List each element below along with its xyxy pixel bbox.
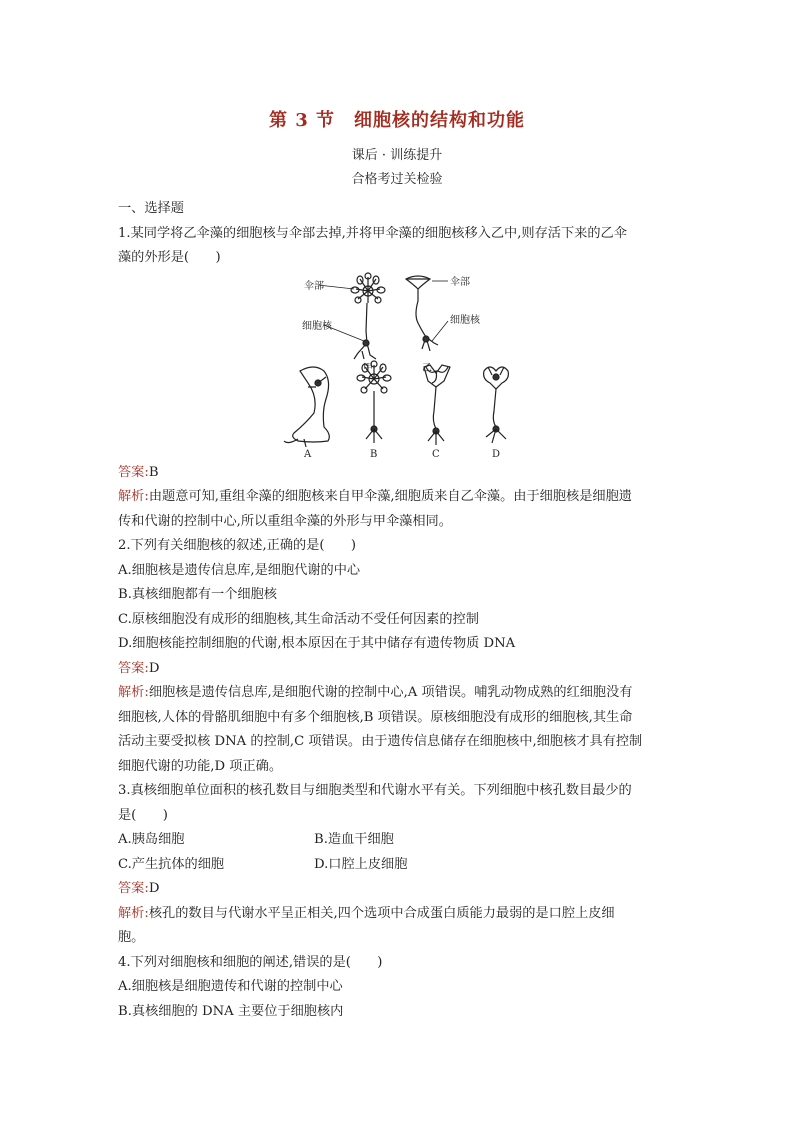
q3-options-row2: [118, 853, 678, 878]
q2-analysis-line4: 细胞代谢的功能,D 项正确。: [118, 758, 283, 774]
option-d-plant-icon: [484, 367, 509, 443]
q3-answer-value: D: [148, 881, 160, 896]
q3-answer: [118, 877, 678, 902]
q3-answer-label: 答案:: [118, 881, 149, 896]
q3-option-a: A.胰岛细胞: [118, 832, 185, 847]
q3-analysis-line1: [118, 902, 678, 927]
plant-b-nucleus-icon: [423, 336, 429, 342]
q2-answer: [118, 657, 678, 682]
q2-analysis-line2: 细胞核,人体的骨骼肌细胞中有多个细胞核,B 项错误。原核细胞没有成形的细胞核,其生命: [118, 709, 633, 725]
label-nucleus-a: 细胞核: [302, 320, 332, 332]
q2-stem: 2.下列有关细胞核的叙述,正确的是( ): [118, 538, 357, 553]
q1-answer: [118, 461, 678, 486]
q1-analysis-text1: 由题意可知,重组伞藻的细胞核来自甲伞藻,细胞质来自乙伞藻。由于细胞核是细胞遗: [148, 489, 632, 504]
q1-analysis-label: 解析:: [118, 489, 149, 504]
q1-stem-line2: 藻的外形是( ): [118, 250, 221, 265]
q2-analysis-line1: [118, 681, 678, 706]
label-plant-b: 乙: [422, 362, 432, 374]
q4-stem: 4.下列对细胞核和细胞的阐述,错误的是( ): [118, 954, 383, 970]
label-plant-a: 甲: [363, 362, 373, 374]
q4-option-b: B.真核细胞的 DNA 主要位于细胞核内: [118, 1003, 344, 1019]
plant-a-stalk: [366, 303, 367, 343]
q3-stem-line2: 是( ): [118, 807, 168, 823]
q4-option-a: A.细胞核是细胞遗传和代谢的控制中心: [118, 979, 343, 994]
q1-answer-value: B: [148, 464, 159, 480]
q3-analysis-label: 解析:: [118, 905, 149, 921]
q3-option-d: D.口腔上皮细胞: [314, 856, 408, 872]
option-b-label: B: [370, 448, 378, 459]
plant-b-umbrella-icon: [406, 276, 430, 289]
q2-option-b: B.真核细胞都有一个细胞核: [118, 587, 277, 602]
q2-answer-value: D: [148, 660, 160, 676]
q2-analysis-label: 解析:: [118, 685, 149, 700]
subtitle-after-class: 课后 · 训练提升: [351, 148, 443, 163]
option-d-label: D: [492, 448, 501, 459]
q3-stem-line1: 3.真核细胞单位面积的核孔数目与细胞类型和代谢水平有关。下列细胞中核孔数目最少的: [118, 783, 632, 798]
q2-analysis-text1: 细胞核是遗传信息库,是细胞代谢的控制中心,A 项错误。哺乳动物成熟的红细胞没有: [148, 685, 633, 700]
option-c-label: C: [432, 448, 440, 459]
q1-analysis-line1: [118, 485, 678, 510]
q1-analysis-line2: 传和代谢的控制中心,所以重组伞藻的外形与甲伞藻相同。: [118, 513, 452, 529]
q1-answer-label: 答案:: [118, 464, 149, 480]
label-nucleus-b: 细胞核: [450, 314, 480, 326]
q3-analysis-text1: 核孔的数目与代谢水平呈正相关,四个选项中合成蛋白质能力最弱的是口腔上皮细: [148, 905, 615, 921]
section-heading: 一、选择题: [118, 201, 184, 216]
acetabularia-figure: [118, 271, 678, 459]
subtitle-qualification: 合格考过关检验: [351, 172, 443, 187]
q3-option-b: B.造血干细胞: [314, 832, 394, 847]
q3-option-c: C.产生抗体的细胞: [118, 856, 225, 872]
q2-option-d: D.细胞核能控制细胞的代谢,根本原因在于其中储存有遗传物质 DNA: [118, 636, 516, 651]
plant-b-stalk: [416, 289, 426, 337]
acetabularia-diagram: [118, 271, 678, 459]
q1-stem-line1: 1.某同学将乙伞藻的细胞核与伞部去掉,并将甲伞藻的细胞核移入乙中,则存活下来的乙伞: [118, 225, 627, 241]
option-a-label: A: [304, 448, 312, 459]
page-title: 第 3 节 细胞核的结构和功能: [268, 110, 526, 131]
plant-a-umbrella-icon: [351, 273, 385, 303]
q3-analysis-line2: 胞。: [118, 930, 145, 945]
q2-option-a: A.细胞核是遗传信息库,是细胞代谢的中心: [118, 562, 361, 578]
question-body: [118, 197, 678, 1024]
option-a-plant-icon: [284, 367, 329, 447]
label-umbrella-b: 伞部: [450, 276, 470, 288]
q2-option-c: C.原核细胞没有成形的细胞核,其生命活动不受任何因素的控制: [118, 611, 479, 627]
option-c-plant-icon: [424, 365, 450, 445]
q3-options-row1: [118, 828, 678, 853]
q2-answer-label: 答案:: [118, 660, 149, 676]
q2-analysis-line3: 活动主要受拟核 DNA 的控制,C 项错误。由于遗传信息储存在细胞核中,细胞核才具有控制: [118, 734, 643, 749]
label-umbrella-a: 伞部: [304, 280, 324, 292]
